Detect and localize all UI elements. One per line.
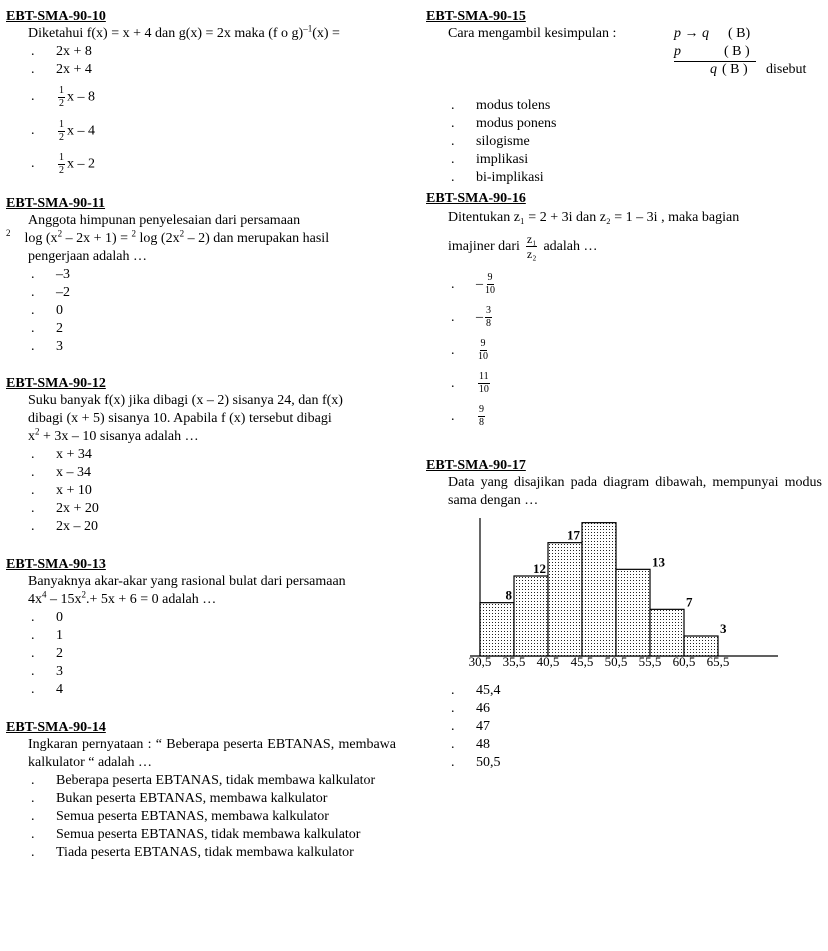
bar-value-label: 3: [720, 621, 727, 636]
question-10: [6, 8, 396, 181]
options: [448, 682, 822, 772]
x-tick-label: 35,5: [502, 654, 526, 669]
question-15: [426, 8, 822, 187]
option-e[interactable]: . $\frac{9}{8}$: [451, 404, 484, 428]
option-b[interactable]: . x – 34: [31, 465, 91, 480]
option-a[interactable]: . modus tolens: [451, 98, 551, 113]
question-13: [6, 556, 396, 699]
histogram-bar: [480, 603, 514, 656]
syllogism-block: Cara mengambil kesimpulan : p → q ( B) p ( B ) q ( B ) disebut: [448, 26, 807, 77]
option-c[interactable]: . 2: [31, 646, 63, 661]
option-a[interactable]: . 45,4: [451, 683, 501, 698]
question-14: [6, 719, 396, 862]
bar-value-label: 8: [505, 587, 512, 603]
option-b[interactable]: . 2x + 4: [31, 62, 92, 77]
histogram-chart: [458, 510, 818, 688]
question-stem: Ditentukan z₁ = 2 + 3i dan z₂ = 1 – 3i , maka bagian imajiner dari $\frac{\text{z₁}}{\text{z₂}}$ adalah …: [448, 210, 740, 261]
option-a[interactable]: . Beberapa peserta EBTANAS, tidak membawa kalkulator: [31, 773, 376, 788]
question-11: [6, 195, 396, 356]
options: [28, 772, 396, 862]
option-a[interactable]: . – $\frac{9}{10}$: [451, 272, 495, 296]
option-a[interactable]: . 0: [31, 610, 63, 625]
option-e[interactable]: . Tiada peserta EBTANAS, tidak membawa kalkulator: [31, 845, 354, 860]
options: [448, 97, 822, 187]
option-e[interactable]: . 4: [31, 682, 63, 697]
option-c[interactable]: . $\frac{1}{2}$ x – 8: [31, 84, 95, 109]
x-tick-label: 45,5: [570, 654, 594, 669]
question-12: [6, 375, 396, 536]
bar-value-label: 7: [686, 594, 693, 610]
option-d[interactable]: . $\frac{1}{2}$ x – 4: [31, 118, 95, 143]
option-e[interactable]: . 50,5: [451, 755, 501, 770]
question-title: EBT-SMA-90-12: [6, 376, 106, 391]
option-a[interactable]: . –3: [31, 267, 70, 282]
bar-value-label: 13: [652, 554, 665, 570]
question-stem: Ingkaran pernyataan : “ Beberapa peserta EBTANAS, membawa kalkulator “ adalah …: [28, 737, 396, 770]
option-d[interactable]: . Semua peserta EBTANAS, tidak membawa kalkulator: [31, 827, 361, 842]
option-b[interactable]: . –2: [31, 285, 70, 300]
x-tick-label: 60,5: [672, 654, 696, 669]
option-d[interactable]: . 48: [451, 737, 490, 752]
option-d[interactable]: . implikasi: [451, 152, 529, 167]
option-c[interactable]: . x + 10: [31, 483, 92, 498]
question-stem: Data yang disajikan pada diagram dibawah, mempunyai modus sama dengan …: [448, 475, 822, 508]
question-title: EBT-SMA-90-13: [6, 557, 106, 572]
option-d[interactable]: . 3: [31, 664, 63, 679]
options: [28, 43, 396, 181]
histogram-bar: [582, 523, 616, 656]
x-tick-label: 55,5: [638, 654, 662, 669]
option-e[interactable]: . 2x – 20: [31, 519, 98, 534]
x-tick-label: 50,5: [604, 654, 628, 669]
x-tick-label: 30,5: [468, 654, 492, 669]
question-title: EBT-SMA-90-10: [6, 9, 106, 24]
option-b[interactable]: . 46: [451, 701, 490, 716]
histogram-bar: [650, 609, 684, 656]
option-d[interactable]: . 2: [31, 321, 63, 336]
x-tick-label: 40,5: [536, 654, 560, 669]
option-b[interactable]: . – $\frac{3}{8}$: [451, 305, 491, 329]
option-d[interactable]: . $\frac{11}{10}$: [451, 371, 489, 395]
option-c[interactable]: . silogisme: [451, 134, 530, 149]
question-title: EBT-SMA-90-17: [426, 458, 526, 473]
histogram-bar: [548, 543, 582, 656]
option-c[interactable]: . 0: [31, 303, 63, 318]
histogram-bar: [616, 569, 650, 656]
question-stem: Diketahui f(x) = x + 4 dan g(x) = 2x maka (f o g)$^{-1}$(x) =: [28, 23, 340, 41]
question-title: EBT-SMA-90-11: [6, 196, 106, 211]
histogram-bar: [684, 636, 718, 656]
options: [28, 609, 396, 699]
question-title: EBT-SMA-90-14: [6, 720, 106, 735]
bar-value-label: 17: [567, 527, 580, 543]
option-c[interactable]: . $\frac{9}{10}$: [451, 338, 488, 362]
question-stem: Anggota himpunan penyelesaian dari persamaan $^2$ $\log (x^2 - 2x + 1) = ^2$ $\log (2x^2 - 2)$ dan merupakan hasil pengerjaan adalah …: [6, 213, 330, 264]
question-stem: Banyaknya akar-akar yang rasional bulat dari persamaan $4x^4 - 15x^2.+ 5x + 6 = 0$ adalah …: [28, 574, 346, 607]
question-title: EBT-SMA-90-16: [426, 191, 526, 206]
option-c[interactable]: . 47: [451, 719, 490, 734]
histogram-bar: [514, 576, 548, 656]
option-b[interactable]: . 1: [31, 628, 63, 643]
option-d[interactable]: . 2x + 20: [31, 501, 99, 516]
question-16: [426, 190, 822, 433]
option-e[interactable]: . 3: [31, 339, 63, 354]
option-e[interactable]: . bi-implikasi: [451, 170, 544, 185]
question-17: [426, 457, 822, 772]
question-stem: Cara mengambil kesimpulan :: [448, 26, 617, 41]
option-b[interactable]: . modus ponens: [451, 116, 557, 131]
options: [28, 266, 396, 356]
options: [448, 268, 822, 433]
bar-value-label: 12: [533, 561, 546, 576]
question-title: EBT-SMA-90-15: [426, 9, 526, 24]
option-e[interactable]: . $\frac{1}{2}$ x – 2: [31, 151, 95, 176]
option-a[interactable]: . 2x + 8: [31, 44, 92, 59]
option-a[interactable]: . x + 34: [31, 447, 92, 462]
x-tick-label: 65,5: [706, 654, 730, 669]
option-c[interactable]: . Semua peserta EBTANAS, membawa kalkulator: [31, 809, 329, 824]
options: [28, 446, 396, 536]
question-stem: Suku banyak f(x) jika dibagi (x – 2) sisanya 24, dan f(x) dibagi (x + 5) sisanya 10. Apabila f (x) tersebut dibagi $x^2 + 3x - 10$ sisanya adalah …: [28, 393, 343, 444]
option-b[interactable]: . Bukan peserta EBTANAS, membawa kalkulator: [31, 791, 328, 806]
